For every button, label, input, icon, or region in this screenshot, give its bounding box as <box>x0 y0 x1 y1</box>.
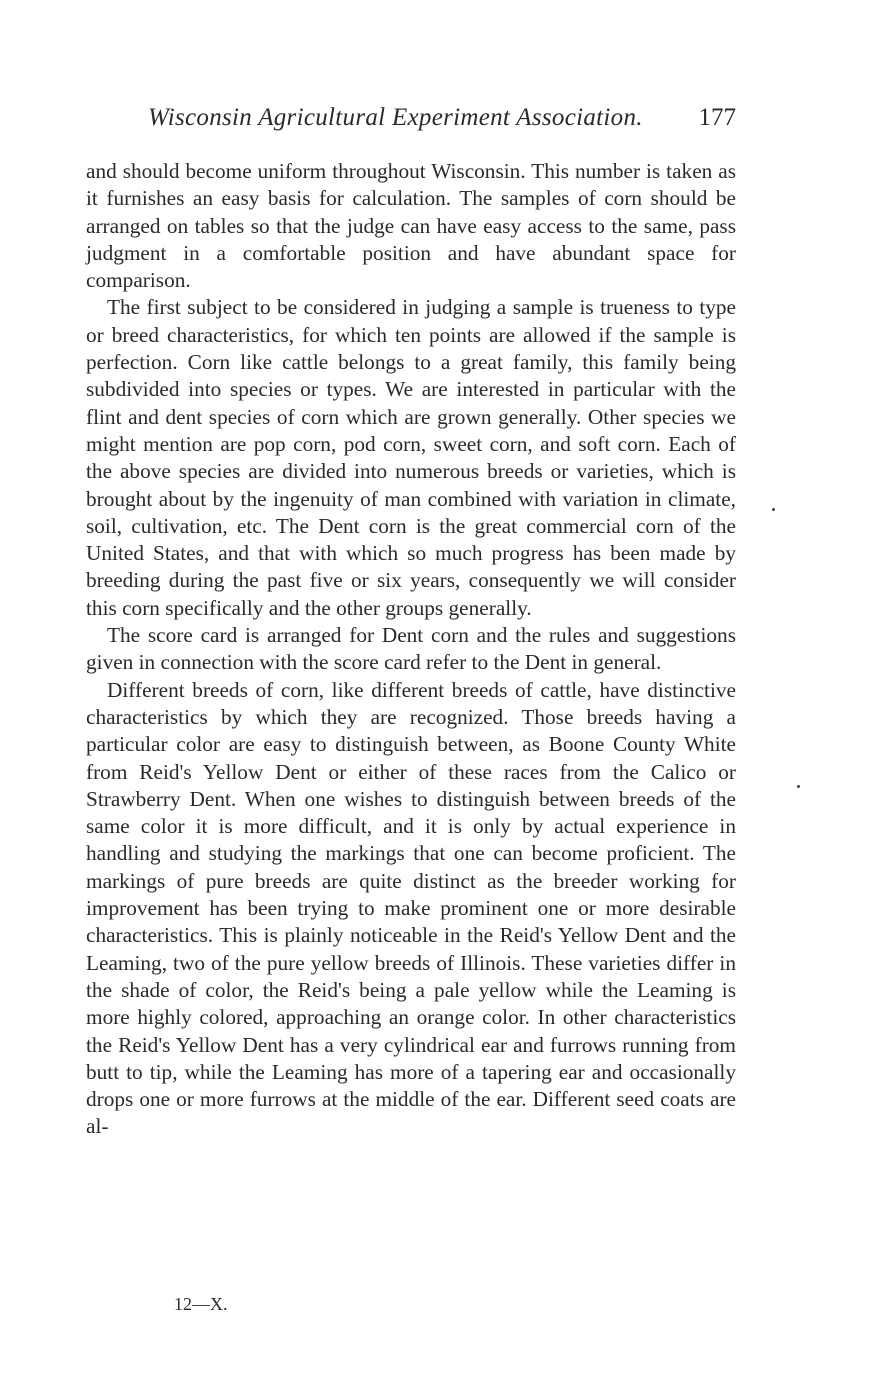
running-header <box>148 104 740 140</box>
ink-speck <box>797 785 800 788</box>
paragraph-trueness-to-type: The first subject to be considered in judging a sample is trueness to type or breed characteristics, for which ten points are allowed if the sample is perfection. Corn like cattle belongs to a great family, this family being subdivided into species or types. We are interested in particular with the flint and dent species of corn which are grown generally. Other species we might mention are pop corn, pod corn, sweet corn, and soft corn. Each of the above species are divided into numerous breeds or varieties, which is brought about by the ingenuity of man combined with variation in climate, soil, cultivation, etc. The Dent corn is the great commercial corn of the United States, and that with which so much progress has been made by breeding during the past five or six years, consequently we will consider this corn specifically and the other groups generally. <box>86 295 736 620</box>
paragraph-breed-differences: Different breeds of corn, like different breeds of cattle, have distinctive characteristics by which they are recognized. Those breeds having a particular color are easy to distinguish between, as Boone County White from Reid's Yellow Dent or either of these races from the Calico or Strawberry Dent. When one wishes to distinguish between breeds of the same color it is more difficult, and it is only by actual experience in handling and studying the markings that one can become proficient. The markings of pure breeds are quite distinct as the breeder working for improvement has been trying to make prominent one or more desirable characteristics. This is plainly noticeable in the Reid's Yellow Dent and the Leaming, two of the pure yellow breeds of Illinois. These varieties differ in the shade of color, the Reid's being a pale yellow while the Leaming is more highly colored, approaching an orange color. In other characteristics the Reid's Yellow Dent has a very cylindrical ear and furrows running from butt to tip, while the Leaming has more of a tapering ear and occasionally drops one or more furrows at the middle of the ear. Different seed coats are al- <box>86 677 736 1139</box>
running-header-title: Wisconsin Agricultural Experiment Association. <box>148 104 643 131</box>
body-text <box>86 158 736 1141</box>
paragraph-continuation: and should become uniform throughout Wisconsin. This number is taken as it furnishes an easy basis for calculation. The samples of corn should be arranged on tables so that the judge can have easy access to the same, pass judgment in a comfortable position and have abundant space for comparison. <box>86 159 736 293</box>
paragraph-score-card: The score card is arranged for Dent corn and the rules and suggestions given in connection with the score card refer to the Dent in general. <box>86 623 736 675</box>
page-number: 177 <box>698 104 736 131</box>
signature-mark: 12—X. <box>174 1294 228 1314</box>
ink-speck <box>772 508 775 511</box>
